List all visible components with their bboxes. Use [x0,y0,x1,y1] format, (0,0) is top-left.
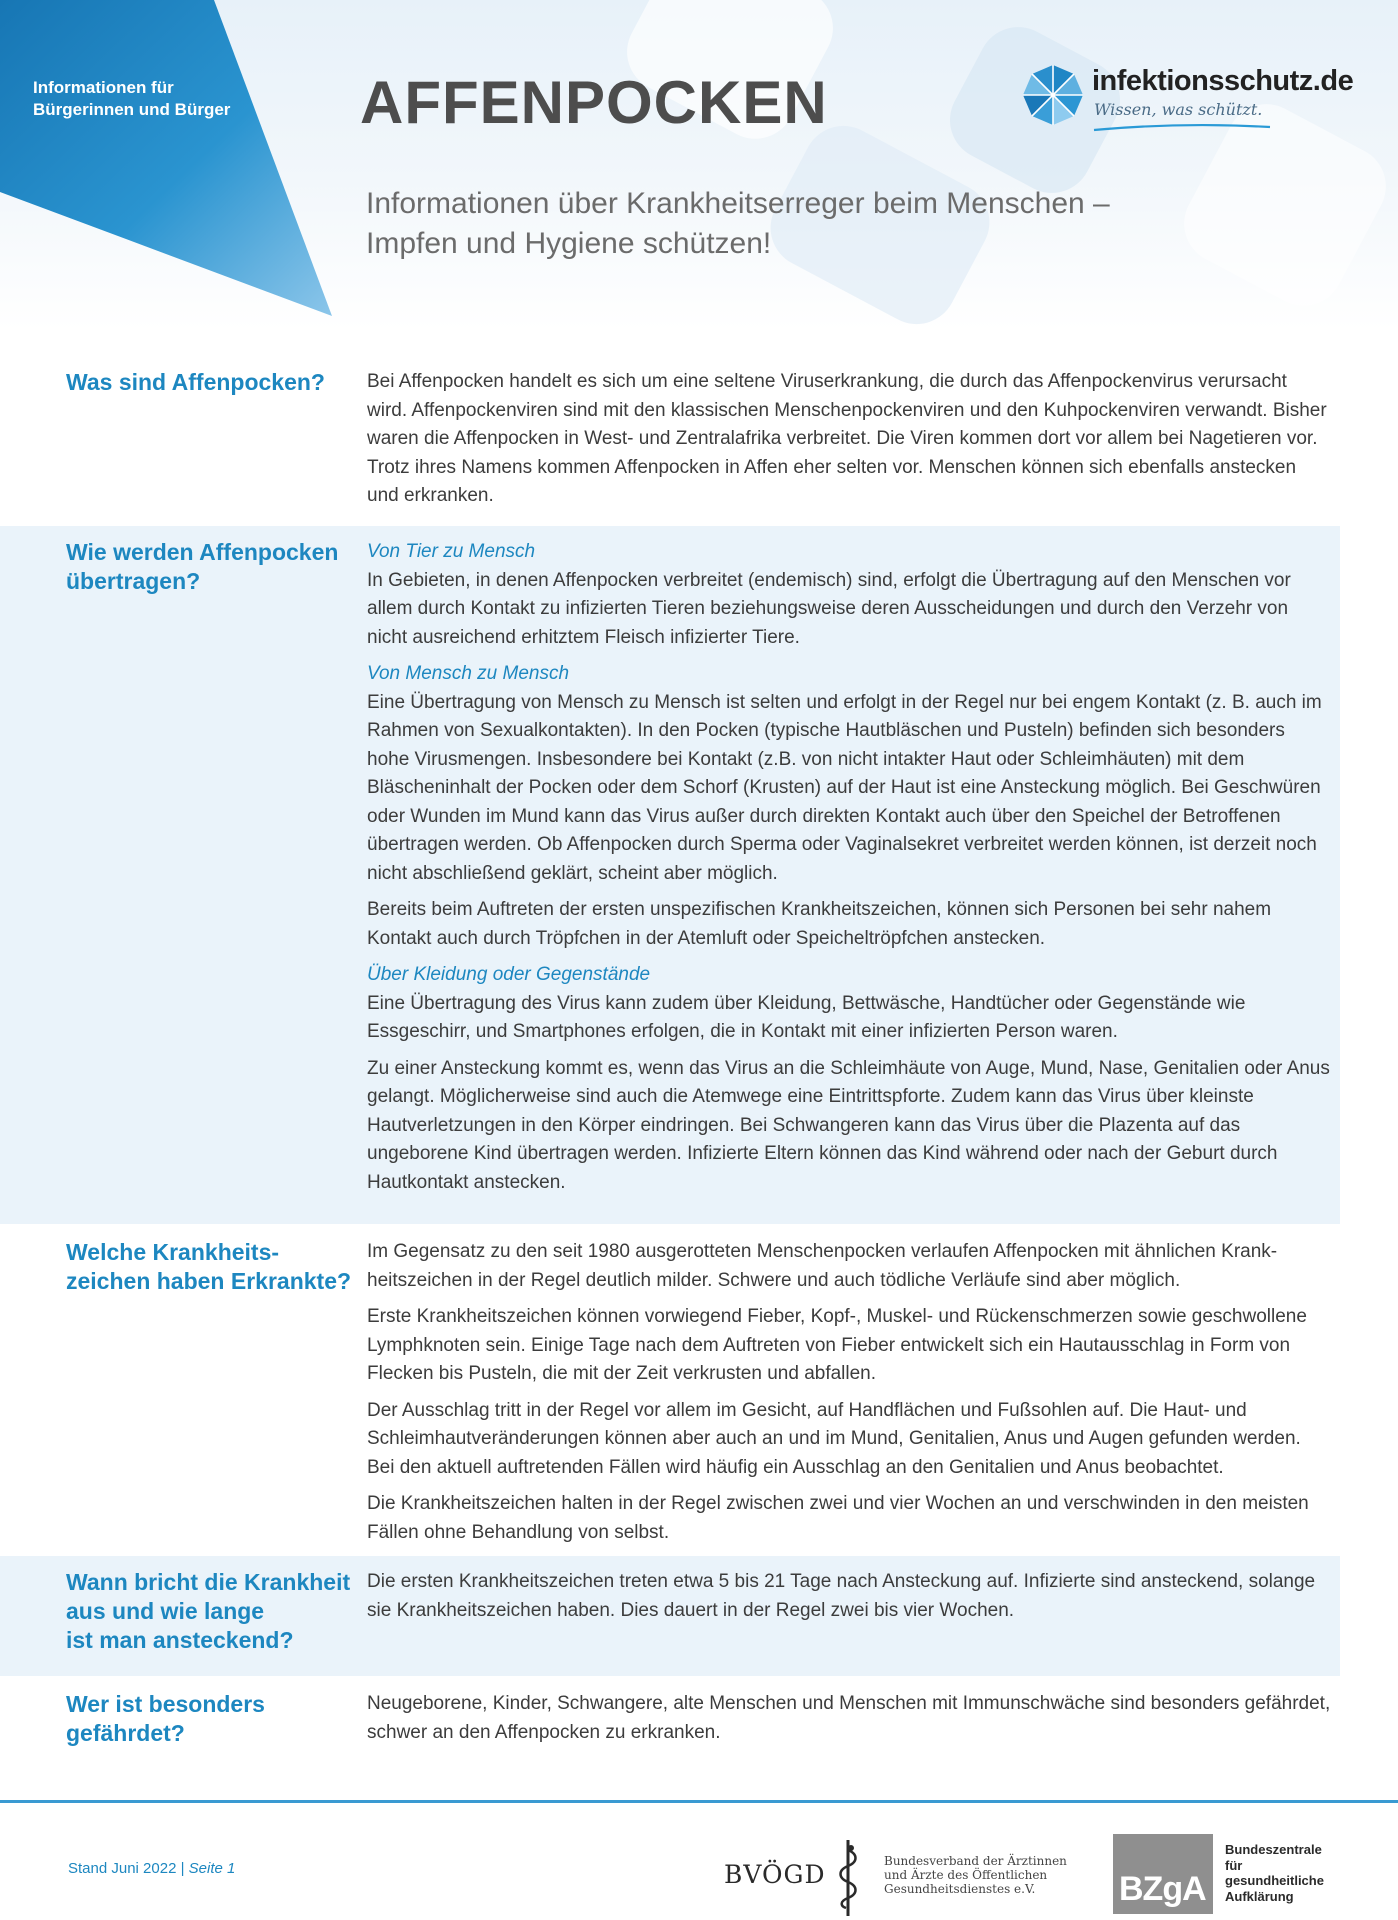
infektionsschutz-logo[interactable] [1022,64,1352,134]
bzga-abbr: BZgA [1119,1870,1206,1908]
bvoegd-abbr: BVÖGD [724,1860,826,1889]
subheading: Von Mensch zu Mensch [367,663,570,684]
section-answer: Die ersten Krankheitszeichen treten etwa 5 bis 21 Tage nach Ansteckung auf. Infizierte sind ansteckend, solange sie Krankheitszeichen haben. Dies dauert in der Regel zwei bis vier Wochen. [367,1571,1316,1621]
bzga-logo [1113,1834,1363,1914]
footer-divider [0,1800,1398,1803]
section-question: Was sind Affenpocken? [66,369,325,395]
bvoegd-logo [724,1838,1084,1908]
section-answer: Neugeborene, Kinder, Schwangere, alte Menschen und Menschen mit Immunschwäche sind besonders gefährdet, schwer an den Affenpocken zu erkranken. [367,1693,1331,1743]
section-answer: Bei Affenpocken handelt es sich um eine seltene Viruserkrankung, die durch das Affenpockenvirus verursacht wird. Affenpockenviren sind mit den klassischen Menschenpockenviren und den Kuhpockenviren verwandt. Bisher waren die Affenpocken in West- und Zentralafrika verbreitet. Die Viren kommen dort vor allem bei Nagetieren vor. Trotz ihres Namens kommen Affenpocken in Affen eher selten vor. Menschen können sich ebenfalls anstecken und erkranken. [367,371,1327,506]
bzga-fullname: Bundeszentrale für gesundheitliche Aufklärung [1225,1842,1324,1904]
section-answer: Von Tier zu Mensch In Gebieten, in denen Affenpocken verbreitet (endemisch) sind, erfolgt die Übertragung auf den Menschen vor allem durch Kontakt zu infizierten Tieren beziehungsweise deren Ausscheidungen und durch den Verzehr von nicht ausreichend erhitztem Fleisch infizierter Tiere. Von Mensch zu Mensch Eine Übertragung von Mensch zu Mensch ist selten und erfolgt in der Regel nur bei engem Kontakt (z. B. auch im Rahmen von Sexualkontakten). In den Pocken (typische Hautbläschen und Pusteln) befinden sich besonders hohe Virusmengen. Insbesondere bei Kontakt (z.B. von nicht intakter Haut oder Schleimhäuten) mit dem Bläscheninhalt der Pocken oder dem Schorf (Krusten) auf der Haut ist eine Ansteckung möglich. Bei Geschwüren oder Wunden im Mund kann das Virus außer durch direkten Kontakt auch über den Speichel der Betroffenen übertragen werden. Ob Affenpocken durch Sperma oder Vaginalsekret verbreitet werden können, ist derzeit noch nicht abschließend geklärt, scheint aber möglich. Bereits beim Auftreten der ersten unspezifischen Krankheitszeichen, können sich Personen bei sehr nahem Kontakt auch durch Tröpfchen in der Atemluft oder Speicheltröpfchen anstecken. Über Kleidung oder Gegenstände Eine Übertragung des Virus kann zudem über Kleidung, Bettwäsche, Handtücher oder Gegenstände wie Essgeschirr, und Smartphones erfolgen, die in Kontakt mit einer infizierten Person waren. Zu einer Ansteckung kommt es, wenn das Virus an die Schleimhäute von Auge, Mund, Nase, Genitalien oder Anus gelangt. Möglicherweise sind auch die Atemwege eine Eintrittspforte. Zudem kann das Virus über kleinste Hautverletzungen in den Körper eindringen. Bei Schwangeren kann das Virus über die Plazenta auf das ungeborene Kind übertragen werden. Infizierte Eltern können das Kind während oder nach der Geburt durch Hautkontakt anstecken. [367,538,1332,1205]
page-number: Seite 1 [188,1860,236,1877]
stand-date: Stand Juni 2022 [68,1860,177,1877]
page-subtitle: Informationen über Krankheitserreger beim Menschen – Impfen und Hygiene schützen! [366,187,1110,260]
header-triangle [0,0,340,320]
section-question: Wer ist besonders gefährdet? [66,1691,265,1746]
section-symptoms [0,1224,1340,1556]
section-risk-groups [0,1678,1340,1778]
section-transmission [0,526,1340,1224]
section-question: Wann bricht die Krankheit aus und wie lange ist man ansteckend? [66,1569,351,1653]
section-incubation [0,1556,1340,1676]
bvoegd-fullname: Bundesverband der Ärztinnen und Ärzte des Öffentlichen Gesundheitsdienstes e.V. [884,1854,1067,1896]
audience-label: Informationen für Bürgerinnen und Bürger [33,78,231,119]
logo-name: infektionsschutz.de [1092,65,1354,97]
logo-tagline: Wissen, was schützt. [1094,100,1263,119]
page-title: AFFENPOCKEN [360,69,828,136]
section-answer: Im Gegensatz zu den seit 1980 ausgerotteten Menschenpocken verlaufen Affenpocken mit ähnlichen Krank-heitszeichen in der Regel deutlich milder. Schwere und auch tödliche Verläufe sind aber möglich. Erste Krankheitszeichen können vorwiegend Fieber, Kopf-, Muskel- und Rückenschmerzen sowie geschwollene Lymphknoten sein. Einige Tage nach dem Auftreten von Fieber entwickelt sich ein Hautausschlag in Form von Flecken bis Pusteln, die mit der Zeit verkrusten und abfallen. Der Ausschlag tritt in der Regel vor allem im Gesicht, auf Handflächen und Fußsohlen auf. Die Haut- und Schleimhautveränderungen können aber auch an und im Mund, Genitalien, Anus und Augen gefunden werden. Bei den aktuell auftretenden Fällen wird häufig ein Ausschlag an den Genitalien und Anus beobachtet. Die Krankheitszeichen halten in der Regel zwischen zwei und vier Wochen an und verschwinden in den meisten Fällen ohne Behandlung von selbst. [367,1241,1309,1543]
bzga-box [1113,1834,1213,1914]
subheading: Über Kleidung oder Gegenstände [367,964,651,985]
logo-swoosh [1092,120,1272,134]
section-what-is [0,356,1340,524]
footer-separator: | [180,1860,185,1877]
footer-date-page [68,1860,235,1877]
section-question: Wie werden Affenpocken übertragen? [66,539,339,594]
umbrella-logo-icon [1022,64,1084,126]
aesculapian-staff-icon [834,1838,862,1918]
subheading: Von Tier zu Mensch [367,541,536,562]
section-question: Welche Krankheits- zeichen haben Erkrankte? [66,1239,352,1294]
